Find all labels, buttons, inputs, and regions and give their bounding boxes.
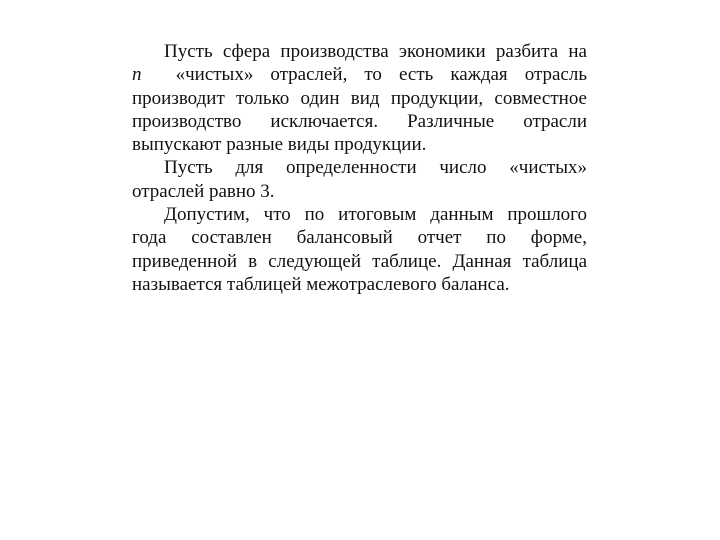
paragraph-3 <box>132 203 587 296</box>
text-line: года составлен балансовый отчет по форме, <box>132 227 587 249</box>
text-line: называется таблицей межотраслевого баланса. <box>132 273 510 295</box>
text-line: приведенной в следующей таблице. Данная таблица <box>132 250 587 272</box>
text-line <box>132 63 587 86</box>
text-line: производит только один вид продукции, совместное <box>132 87 587 109</box>
variable-n: n <box>132 64 142 86</box>
text-line: выпускают разные виды продукции. <box>132 134 427 156</box>
text-line: производство исключается. Различные отрасли <box>132 110 587 132</box>
paragraph-1 <box>132 40 587 156</box>
text-line: отраслей равно 3. <box>132 180 275 202</box>
paragraph-2 <box>132 156 587 203</box>
text-line: Пусть сфера производства экономики разбита на <box>164 41 587 62</box>
body-text <box>132 40 587 296</box>
text-line-content: «чистых» отраслей, то есть каждая отрасль <box>175 64 587 86</box>
text-line: Допустим, что по итоговым данным прошлого <box>164 204 587 226</box>
text-line: Пусть для определенности число «чистых» <box>164 157 587 179</box>
